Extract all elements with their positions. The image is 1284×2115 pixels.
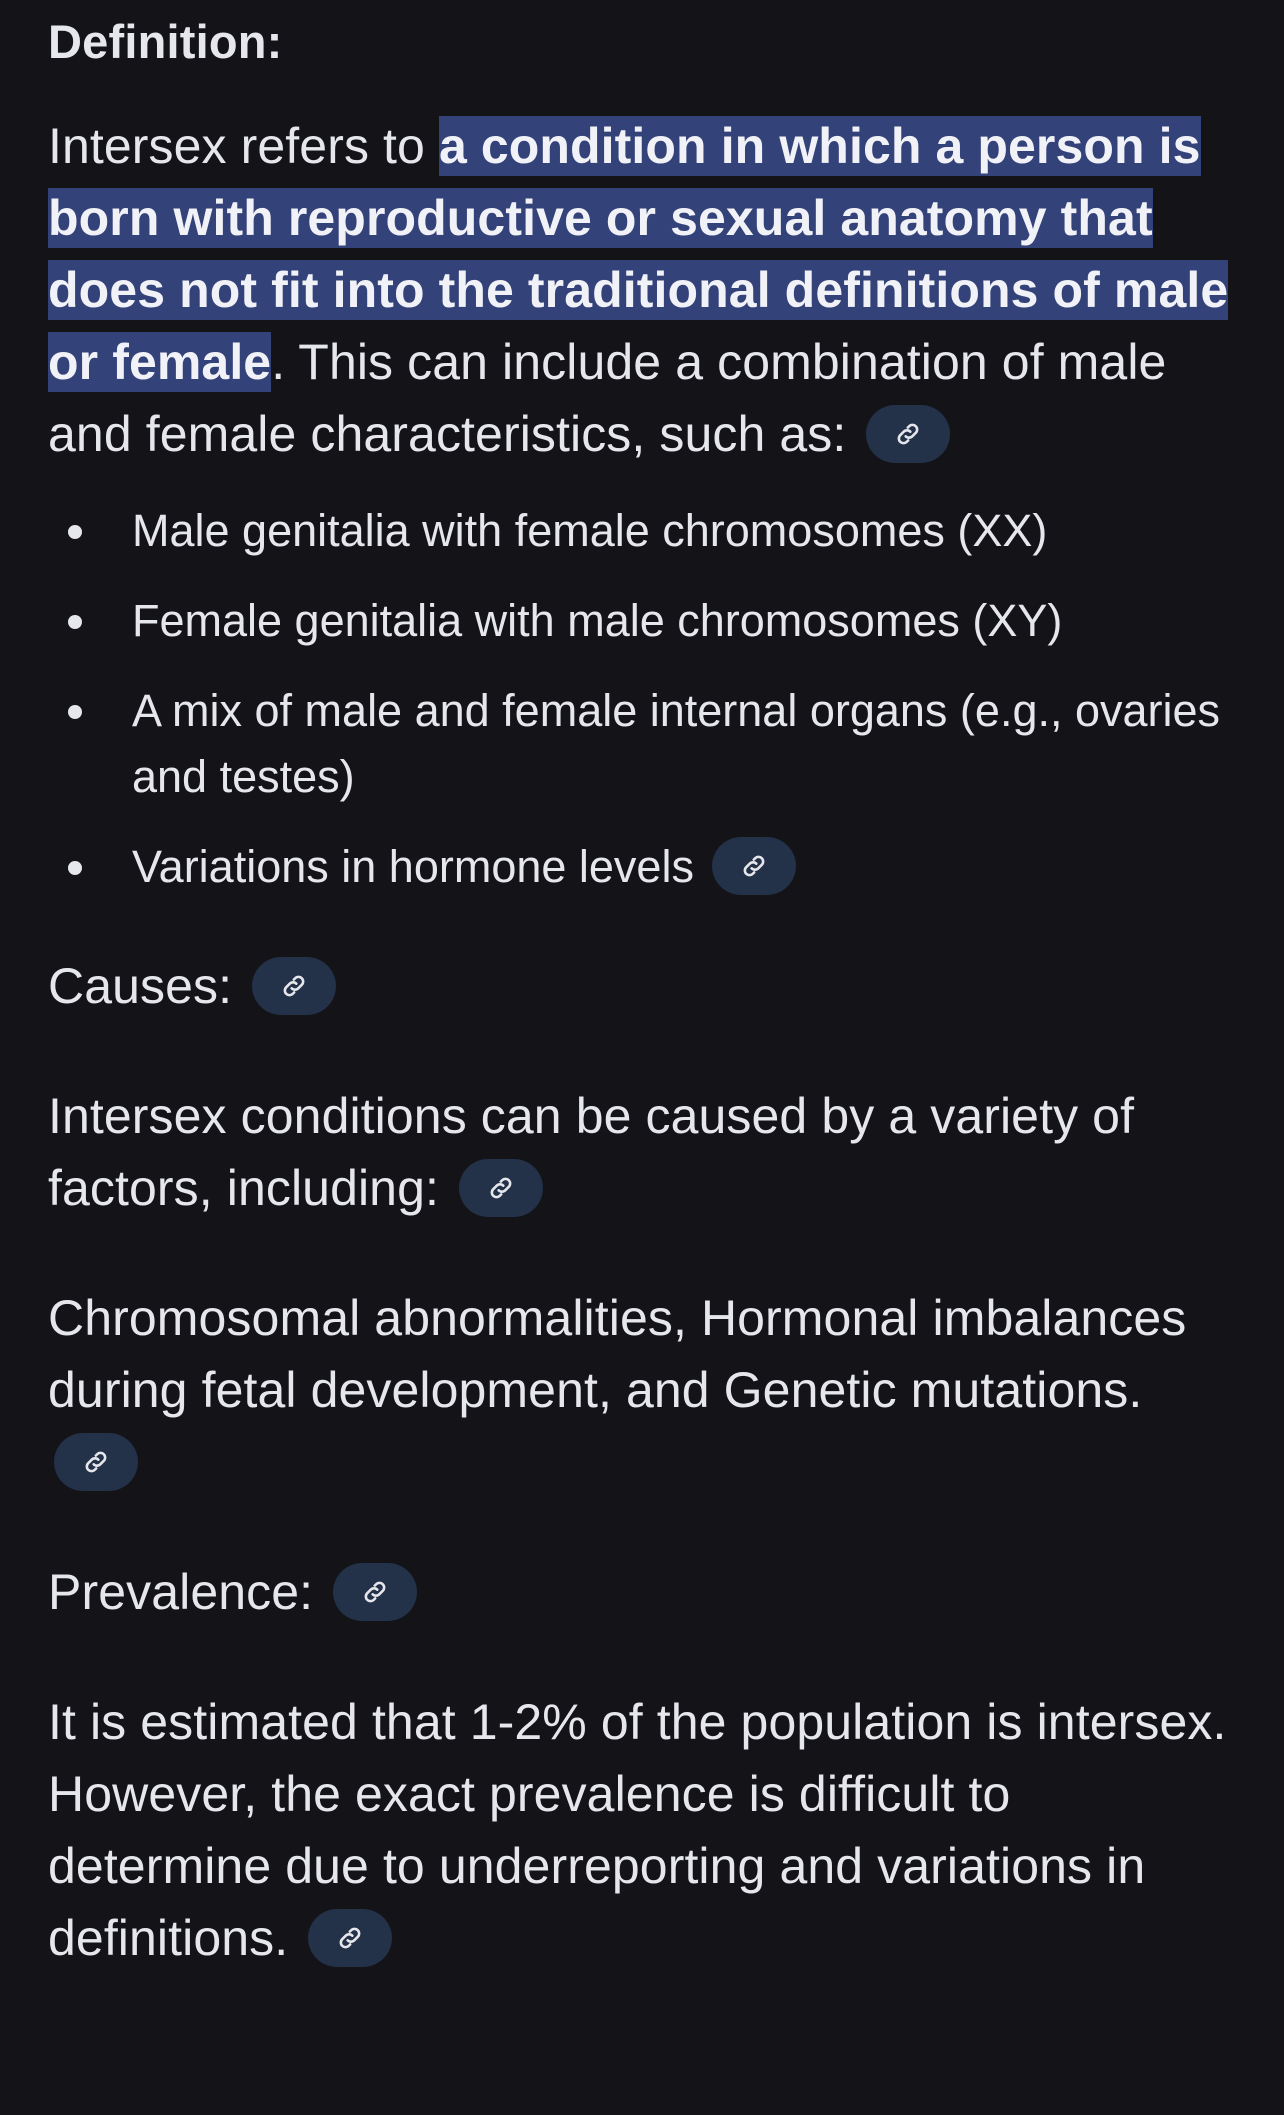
link-icon (336, 1924, 364, 1952)
causes-intro-paragraph (48, 1080, 1238, 1224)
citation-chip-prevalence[interactable] (308, 1909, 392, 1967)
list-item (48, 498, 1238, 564)
prevalence-heading (48, 1556, 1238, 1628)
definition-highlight[interactable]: a condition in which a person is born with reproductive or sexual anatomy that does not fit into the traditional definitions of male or female (48, 118, 1229, 390)
definition-paragraph (48, 110, 1238, 470)
causes-detail-paragraph (48, 1282, 1238, 1498)
list-item-text: Female genitalia with male chromosomes (XY) (132, 595, 1063, 646)
list-item-text: Variations in hormone levels (132, 841, 694, 892)
definition-rest: . This can include a combination of male and female characteristics, such as: (48, 334, 1167, 462)
citation-chip-causes-detail[interactable] (54, 1433, 138, 1491)
list-item-text: Male genitalia with female chromosomes (XX) (132, 505, 1048, 556)
causes-detail-text: Chromosomal abnormalities, Hormonal imbalances during fetal development, and Genetic mutations. (48, 1290, 1187, 1418)
prevalence-heading-text: Prevalence: (48, 1564, 314, 1620)
citation-chip-prevalence-heading[interactable] (333, 1563, 417, 1621)
link-icon (280, 972, 308, 1000)
bullet-dot (68, 525, 82, 539)
bullet-dot (68, 861, 82, 875)
characteristics-list (48, 498, 1238, 900)
list-item (48, 834, 1238, 900)
causes-intro-text: Intersex conditions can be caused by a variety of factors, including: (48, 1088, 1135, 1216)
citation-chip-causes-intro[interactable] (459, 1159, 543, 1217)
causes-heading-text: Causes: (48, 958, 233, 1014)
bullet-dot (68, 615, 82, 629)
citation-chip-definition[interactable] (866, 405, 950, 463)
list-item (48, 588, 1238, 654)
causes-heading (48, 950, 1238, 1022)
link-icon (487, 1174, 515, 1202)
citation-chip-causes-heading[interactable] (252, 957, 336, 1015)
response-content (48, 0, 1238, 1974)
definition-intro: Intersex refers to (48, 118, 439, 174)
definition-heading: Definition: (48, 15, 283, 68)
bullet-dot (68, 705, 82, 719)
citation-chip-hormones[interactable] (712, 837, 796, 895)
list-item-text: A mix of male and female internal organs (e.g., ovaries and testes) (132, 685, 1221, 802)
prevalence-text: It is estimated that 1-2% of the population is intersex. However, the exact prevalence is difficult to determine due to underreporting and variations in definitions. (48, 1694, 1227, 1966)
link-icon (740, 852, 768, 880)
link-icon (82, 1448, 110, 1476)
list-item (48, 678, 1238, 810)
link-icon (361, 1578, 389, 1606)
link-icon (894, 420, 922, 448)
prevalence-paragraph (48, 1686, 1238, 1974)
